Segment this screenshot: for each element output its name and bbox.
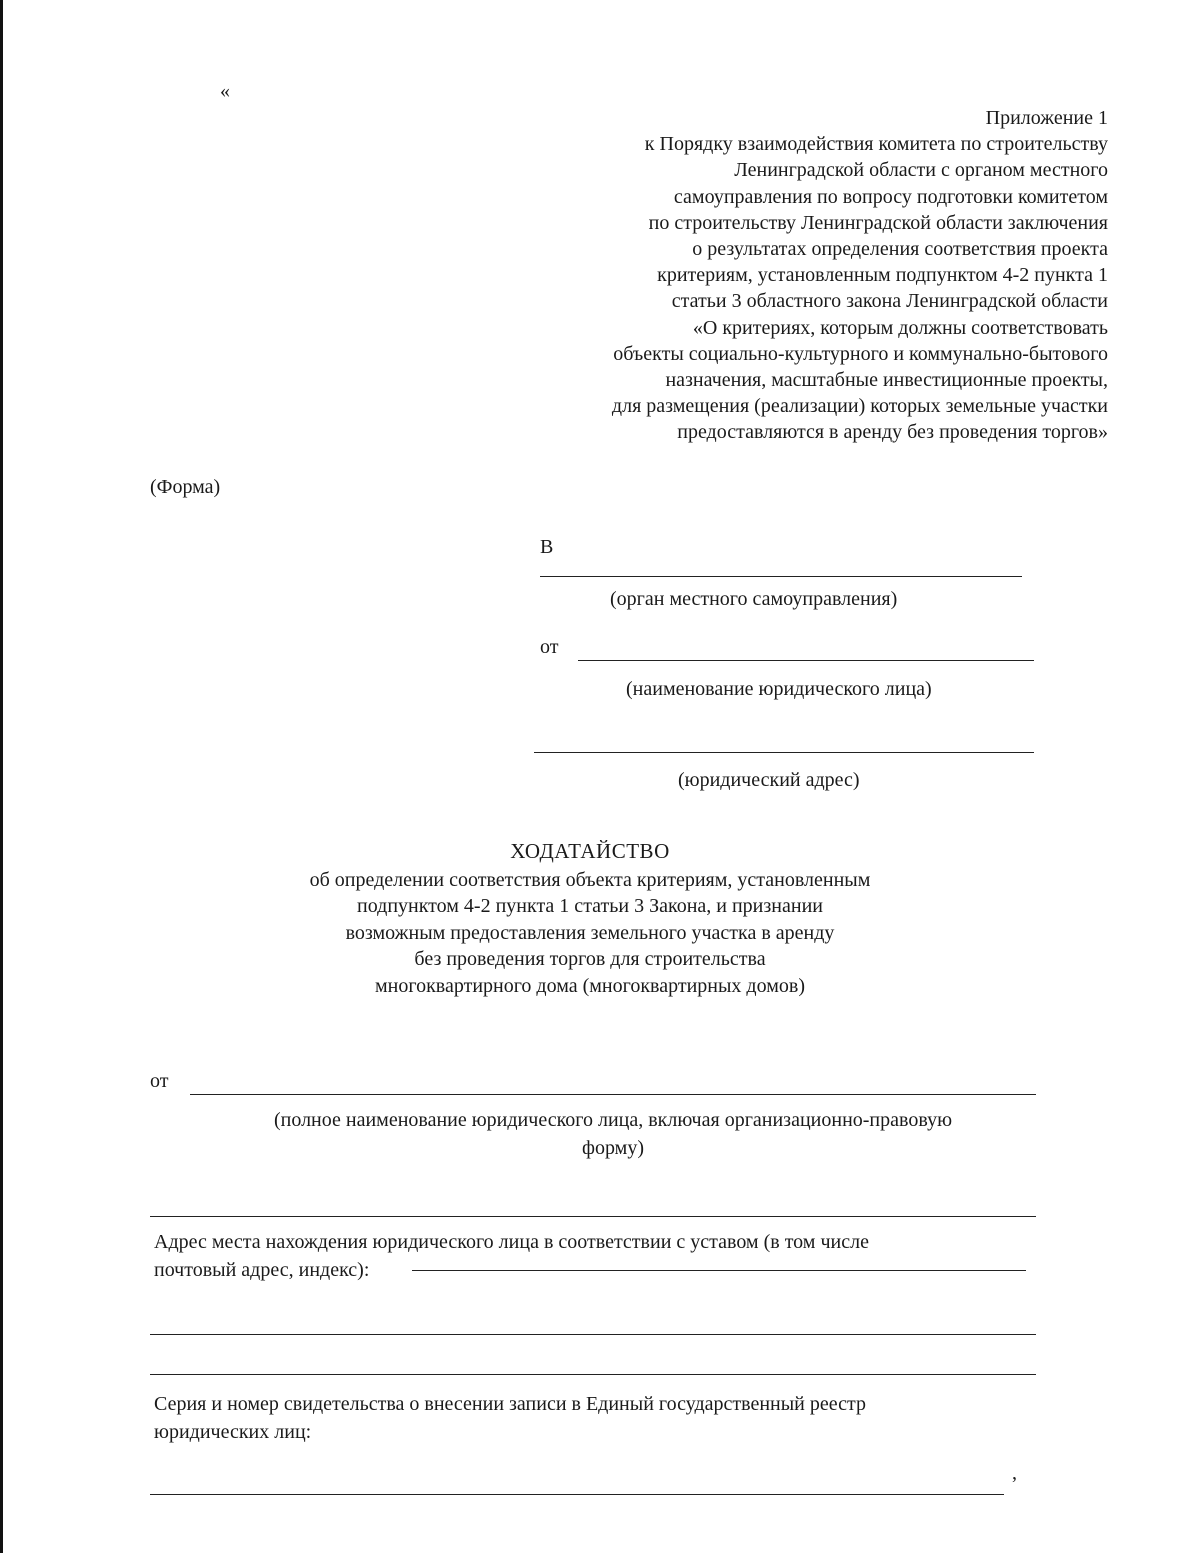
recipient-to-label: В <box>540 536 554 558</box>
appendix-line: статьи 3 областного закона Ленинградской области <box>671 290 1108 313</box>
registry-paragraph-line: Серия и номер свидетельства о внесении записи в Единый государственный реестр <box>154 1393 866 1415</box>
form-label: (Форма) <box>150 476 221 498</box>
postal-address-continuation-line-2[interactable] <box>150 1374 1036 1375</box>
appendix-line: критериям, установленным подпунктом 4-2 пункта 1 <box>657 264 1108 287</box>
full-name-continuation-line[interactable] <box>150 1216 1036 1217</box>
appendix-line: о результатах определения соответствия проекта <box>692 238 1108 261</box>
applicant-name-field-line[interactable] <box>578 660 1034 661</box>
appendix-line: Ленинградской области с органом местного <box>734 159 1108 182</box>
body-from-label: от <box>150 1070 169 1092</box>
petition-title: ХОДАТАЙСТВО <box>510 839 670 863</box>
petition-subtitle-line: без проведения торгов для строительства <box>414 948 766 970</box>
address-paragraph-line: Адрес места нахождения юридического лица в соответствии с уставом (в том числе <box>154 1231 869 1253</box>
address-paragraph-line: почтовый адрес, индекс): <box>154 1259 370 1281</box>
appendix-line: для размещения (реализации) которых земельные участки <box>611 395 1108 418</box>
address-paragraph <box>154 1228 1028 1284</box>
appendix-line: к Порядку взаимодействия комитета по строительству <box>644 133 1108 156</box>
appendix-line: объекты социально-культурного и коммунально-бытового <box>613 342 1108 365</box>
page-edge-shadow <box>0 0 3 1553</box>
full-name-caption <box>150 1106 1076 1162</box>
recipient-organ-caption: (орган местного самоуправления) <box>610 588 898 610</box>
petition-title-block <box>180 838 1000 999</box>
appendix-line: «О критериях, которым должны соответствовать <box>692 316 1108 339</box>
appendix-line: назначения, масштабные инвестиционные проекты, <box>665 369 1108 392</box>
recipient-organ-field-line[interactable] <box>540 576 1022 577</box>
registry-paragraph-line: юридических лиц: <box>154 1421 312 1443</box>
appendix-line: предоставляются в аренду без проведения торгов» <box>677 421 1108 444</box>
appendix-line: самоуправления по вопросу подготовки комитетом <box>673 185 1108 208</box>
appendix-line: по строительству Ленинградской области заключения <box>648 211 1108 234</box>
registry-number-field-line[interactable] <box>150 1494 1004 1495</box>
opening-quote-mark: « <box>220 80 230 102</box>
petition-subtitle-line: подпунктом 4-2 пункта 1 статьи 3 Закона, и признании <box>357 895 823 917</box>
recipient-from-label: от <box>540 636 559 658</box>
petition-subtitle-line: возможным предоставления земельного участка в аренду <box>345 921 835 944</box>
postal-address-continuation-line[interactable] <box>150 1334 1036 1335</box>
postal-address-field-line[interactable] <box>412 1270 1026 1271</box>
applicant-address-caption: (юридический адрес) <box>678 769 860 791</box>
appendix-line: Приложение 1 <box>985 107 1108 129</box>
petition-subtitle-line: многоквартирного дома (многоквартирных домов) <box>375 974 805 997</box>
appendix-header <box>468 105 1108 446</box>
full-name-field-line[interactable] <box>190 1094 1036 1095</box>
registry-certificate-paragraph <box>154 1390 1028 1446</box>
full-name-caption-line: (полное наименование юридического лица, включая организационно-правовую <box>273 1109 953 1131</box>
applicant-address-field-line[interactable] <box>534 752 1034 753</box>
trailing-comma: , <box>1012 1462 1017 1484</box>
petition-subtitle-line: об определении соответствия объекта критериям, установленным <box>309 868 871 891</box>
applicant-name-caption: (наименование юридического лица) <box>626 678 932 700</box>
full-name-caption-line: форму) <box>582 1137 644 1159</box>
